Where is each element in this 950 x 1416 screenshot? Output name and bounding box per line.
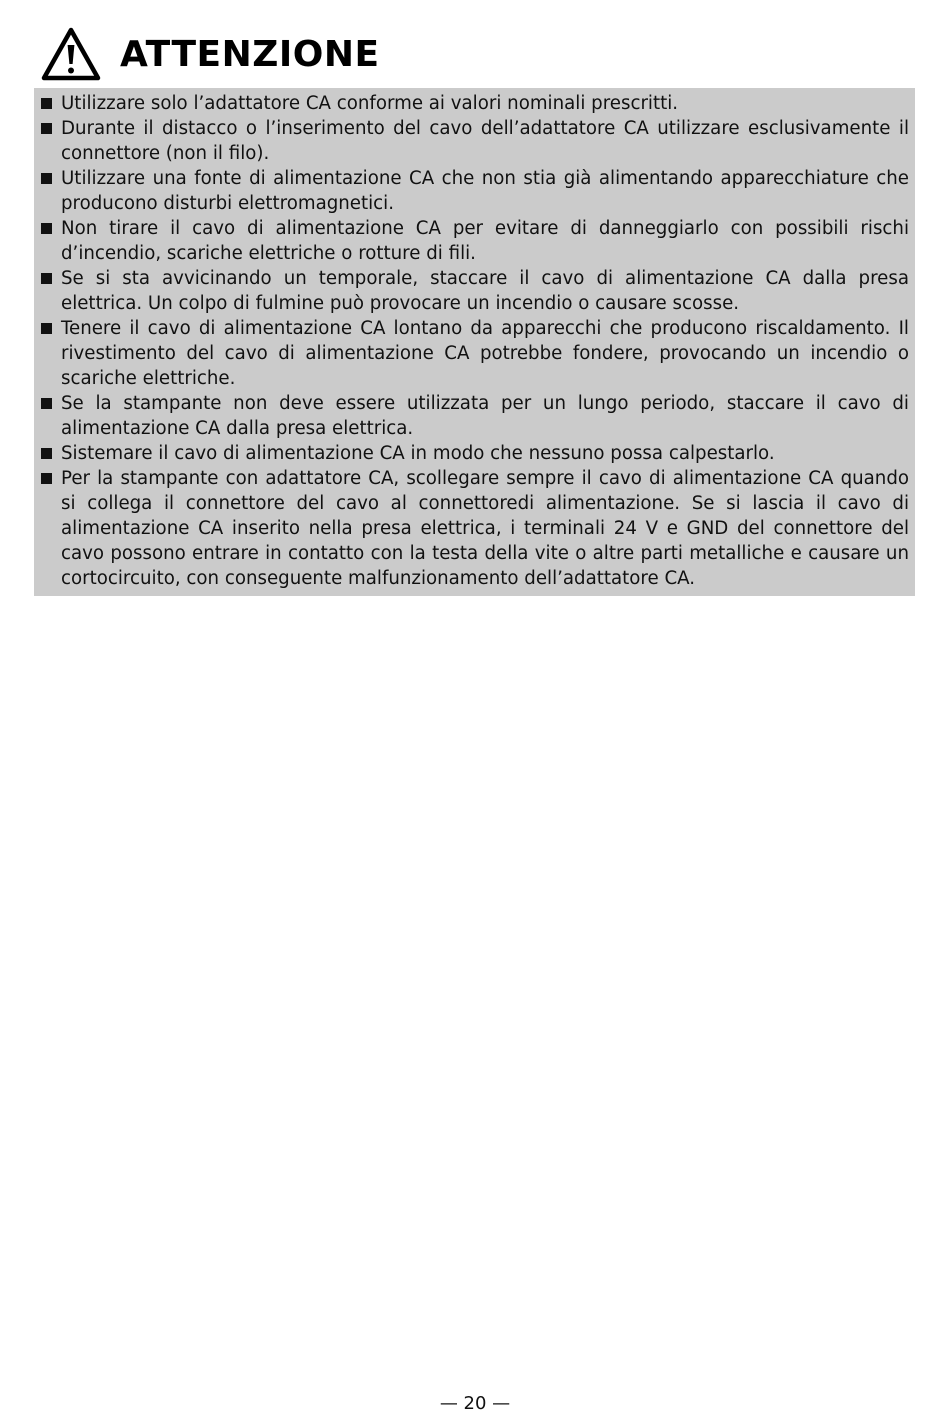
bullet-square-icon xyxy=(41,273,52,284)
list-item-text: Se la stampante non deve essere utilizzata per un lungo periodo, staccare il cavo di alimentazione CA dalla presa elettrica. xyxy=(61,393,909,439)
bullet-square-icon xyxy=(41,123,52,134)
bullet-square-icon xyxy=(41,398,52,409)
list-item-text: Tenere il cavo di alimentazione CA lontano da apparecchi che producono riscaldamento. Il rivestimento del cavo di alimentazione CA potrebbe fondere, provocando un incendio o scariche elettriche. xyxy=(61,318,909,389)
bullet-square-icon xyxy=(41,173,52,184)
bullet-square-icon xyxy=(41,448,52,459)
list-item xyxy=(40,391,909,441)
list-item-text: Durante il distacco o l’inserimento del cavo dell’adattatore CA utilizzare esclusivamente il connettore (non il filo). xyxy=(61,118,909,164)
list-item-text: Utilizzare una fonte di alimentazione CA che non stia già alimentando apparecchiature che producono disturbi elettromagnetici. xyxy=(61,168,909,214)
list-item xyxy=(40,466,909,591)
list-item-text: Se si sta avvicinando un temporale, staccare il cavo di alimentazione CA dalla presa elettrica. Un colpo di fulmine può provocare un incendio o causare scosse. xyxy=(61,268,909,314)
list-item-text: Per la stampante con adattatore CA, scollegare sempre il cavo di alimentazione CA quando si collega il connettore del cavo al connettoredi alimentazione. Se si lascia il cavo di alimentazione CA inserito nella presa elettrica, i terminali 24 V e GND del connettore del cavo possono entrare in contatto con la testa della vite o altre parti metalliche e causare un cortocircuito, con conseguente malfunzionamento dell’adattatore CA. xyxy=(61,468,909,589)
bullet-square-icon xyxy=(41,473,52,484)
warning-box xyxy=(34,88,915,596)
list-item xyxy=(40,116,909,166)
bullet-square-icon xyxy=(41,323,52,334)
bullet-square-icon xyxy=(41,223,52,234)
page-title: ATTENZIONE xyxy=(120,33,380,75)
list-item xyxy=(40,91,909,116)
list-item xyxy=(40,316,909,391)
list-item-text: Non tirare il cavo di alimentazione CA per evitare di danneggiarlo con possibili rischi d’incendio, scariche elettriche o rotture di fili. xyxy=(61,218,909,264)
bullet-square-icon xyxy=(41,98,52,109)
list-item xyxy=(40,266,909,316)
warning-header xyxy=(40,24,380,84)
list-item-text: Sistemare il cavo di alimentazione CA in modo che nessuno possa calpestarlo. xyxy=(61,443,775,464)
list-item xyxy=(40,216,909,266)
list-item xyxy=(40,166,909,216)
list-item-text: Utilizzare solo l’adattatore CA conforme ai valori nominali prescritti. xyxy=(61,93,679,114)
page-number: — 20 — xyxy=(439,1393,511,1414)
list-item xyxy=(40,441,909,466)
warning-triangle-icon xyxy=(40,26,102,82)
